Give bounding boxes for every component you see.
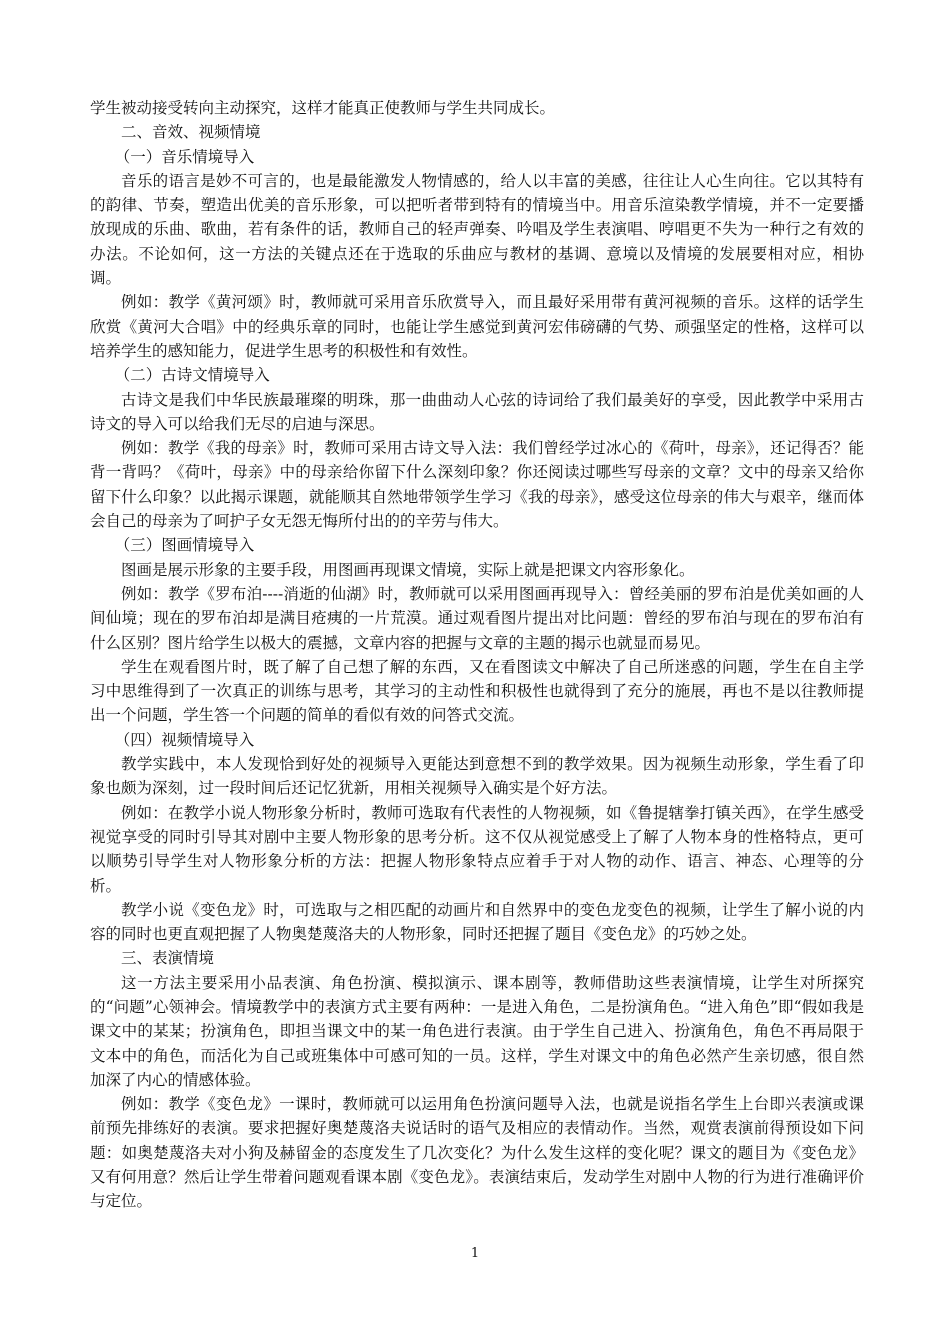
subsection-heading-video: （四）视频情境导入: [114, 730, 255, 749]
paragraph: 例如：在教学小说人物形象分析时，教师可选取有代表性的人物视频，如《鲁提辖拳打镇关西》，在学生感受视觉享受的同时引导其对剧中主要人物形象的思考分析。这不仅从视觉感受上了解了人物本身的性格特点，更可以顺势引导学生对人物形象分析的方法：把握人物形象特点应着手于对人物的动作、语言、神态、心理等的分析。: [90, 803, 864, 895]
section-heading-three: 三、表演情境: [121, 949, 215, 968]
paragraph: 这一方法主要采用小品表演、角色扮演、模拟演示、课本剧等，教师借助这些表演情境，让学生对所探究的“问题”心领神会。情境教学中的表演方式主要有两种：一是进入角色，二是扮演角色。“进入角色”即“假如我是课文中的某某；扮演角色，即担当课文中的某一角色进行表演。由于学生自己进入、扮演角色，角色不再局限于文本中的角色，而活化为自己或班集体中可感可知的一员。这样，学生对课文中的角色必然产生亲切感，很自然加深了内心的情感体验。: [90, 973, 864, 1089]
paragraph: 例如：教学《变色龙》一课时，教师就可以运用角色扮演问题导入法，也就是说指名学生上台即兴表演或课前预先排练好的表演。要求把握好奥楚蔑洛夫说话时的语气及相应的表情动作。当然，观赏表演前得预设如下问题：如奥楚蔑洛夫对小狗及赫留金的态度发生了几次变化？为什么发生这样的变化呢？课文的题目为《变色龙》又有何用意？然后让学生带着问题观看课本剧《变色龙》。表演结束后，发动学生对剧中人物的行为进行准确评价与定位。: [90, 1095, 864, 1211]
paragraph: 古诗文是我们中华民族最璀璨的明珠，那一曲曲动人心弦的诗词给了我们最美好的享受，因此教学中采用古诗文的导入可以给我们无尽的启迪与深思。: [90, 390, 864, 433]
document-body: [90, 96, 864, 1214]
paragraph: 例如：教学《我的母亲》时，教师可采用古诗文导入法：我们曾经学过冰心的《荷叶，母亲》，还记得否？能背一背吗？《荷叶，母亲》中的母亲给你留下什么深刻印象？你还阅读过哪些写母亲的文章？文中的母亲又给你留下什么印象？以此揭示课题，就能顺其自然地带领学生学习《我的母亲》，感受这位母亲的伟大与艰辛，继而体会自己的母亲为了呵护子女无怨无悔所付出的的辛劳与伟大。: [90, 439, 864, 531]
subsection-heading-poetry: （二）古诗文情境导入: [114, 366, 270, 385]
paragraph: 例如：教学《罗布泊----消逝的仙湖》时，教师就可以采用图画再现导入：曾经美丽的罗布泊是优美如画的人间仙境；现在的罗布泊却是满目疮痍的一片荒漠。通过观看图片提出对比问题：曾经的罗布泊与现在的罗布泊有什么区别？图片给学生以极大的震撼，文章内容的把握与文章的主题的揭示也就显而易见。: [90, 584, 864, 652]
subsection-heading-picture: （三）图画情境导入: [114, 536, 255, 555]
paragraph: 音乐的语言是妙不可言的，也是最能激发人物情感的，给人以丰富的美感，往往让人心生向往。它以其特有的韵律、节奏，塑造出优美的音乐形象，可以把听者带到特有的情境当中。用音乐渲染教学情境，并不一定要播放现成的乐曲、歌曲，若有条件的话，教师自己的轻声弹奏、吟唱及学生表演唱、哼唱更不失为一种行之有效的办法。不论如何，这一方法的关键点还在于选取的乐曲应与教材的基调、意境以及情境的发展要相对应，相协调。: [90, 171, 864, 288]
paragraph: 学生在观看图片时，既了解了自己想了解的东西，又在看图读文中解决了自己所迷惑的问题，学生在自主学习中思维得到了一次真正的训练与思考，其学习的主动性和积极性也就得到了充分的施展，再也不是以往教师提出一个问题，学生答一个问题的简单的看似有效的问答式交流。: [90, 657, 864, 725]
paragraph-continued: 学生被动接受转向主动探究，这样才能真正使教师与学生共同成长。: [90, 99, 556, 117]
paragraph: 图画是展示形象的主要手段，用图画再现课文情境，实际上就是把课文内容形象化。: [121, 560, 695, 579]
paragraph: 例如：教学《黄河颂》时，教师就可采用音乐欣赏导入，而且最好采用带有黄河视频的音乐。这样的话学生欣赏《黄河大合唱》中的经典乐章的同时，也能让学生感觉到黄河宏伟磅礴的气势、顽强坚定的性格，这样可以培养学生的感知能力，促进学生思考的积极性和有效性。: [90, 293, 864, 360]
subsection-heading-music: （一）音乐情境导入: [114, 147, 255, 166]
paragraph: 教学实践中，本人发现恰到好处的视频导入更能达到意想不到的教学效果。因为视频生动形象，学生看了印象也颇为深刻，过一段时间后还记忆犹新，用相关视频导入确实是个好方法。: [90, 755, 864, 798]
page-number: 1: [470, 1246, 480, 1261]
section-heading-two: 二、音效、视频情境: [121, 123, 261, 142]
paragraph: 教学小说《变色龙》时，可选取与之相匹配的动画片和自然界中的变色龙变色的视频，让学生了解小说的内容的同时也更直观把握了人物奥楚蔑洛夫的人物形象，同时还把握了题目《变色龙》的巧妙之处。: [90, 900, 864, 944]
